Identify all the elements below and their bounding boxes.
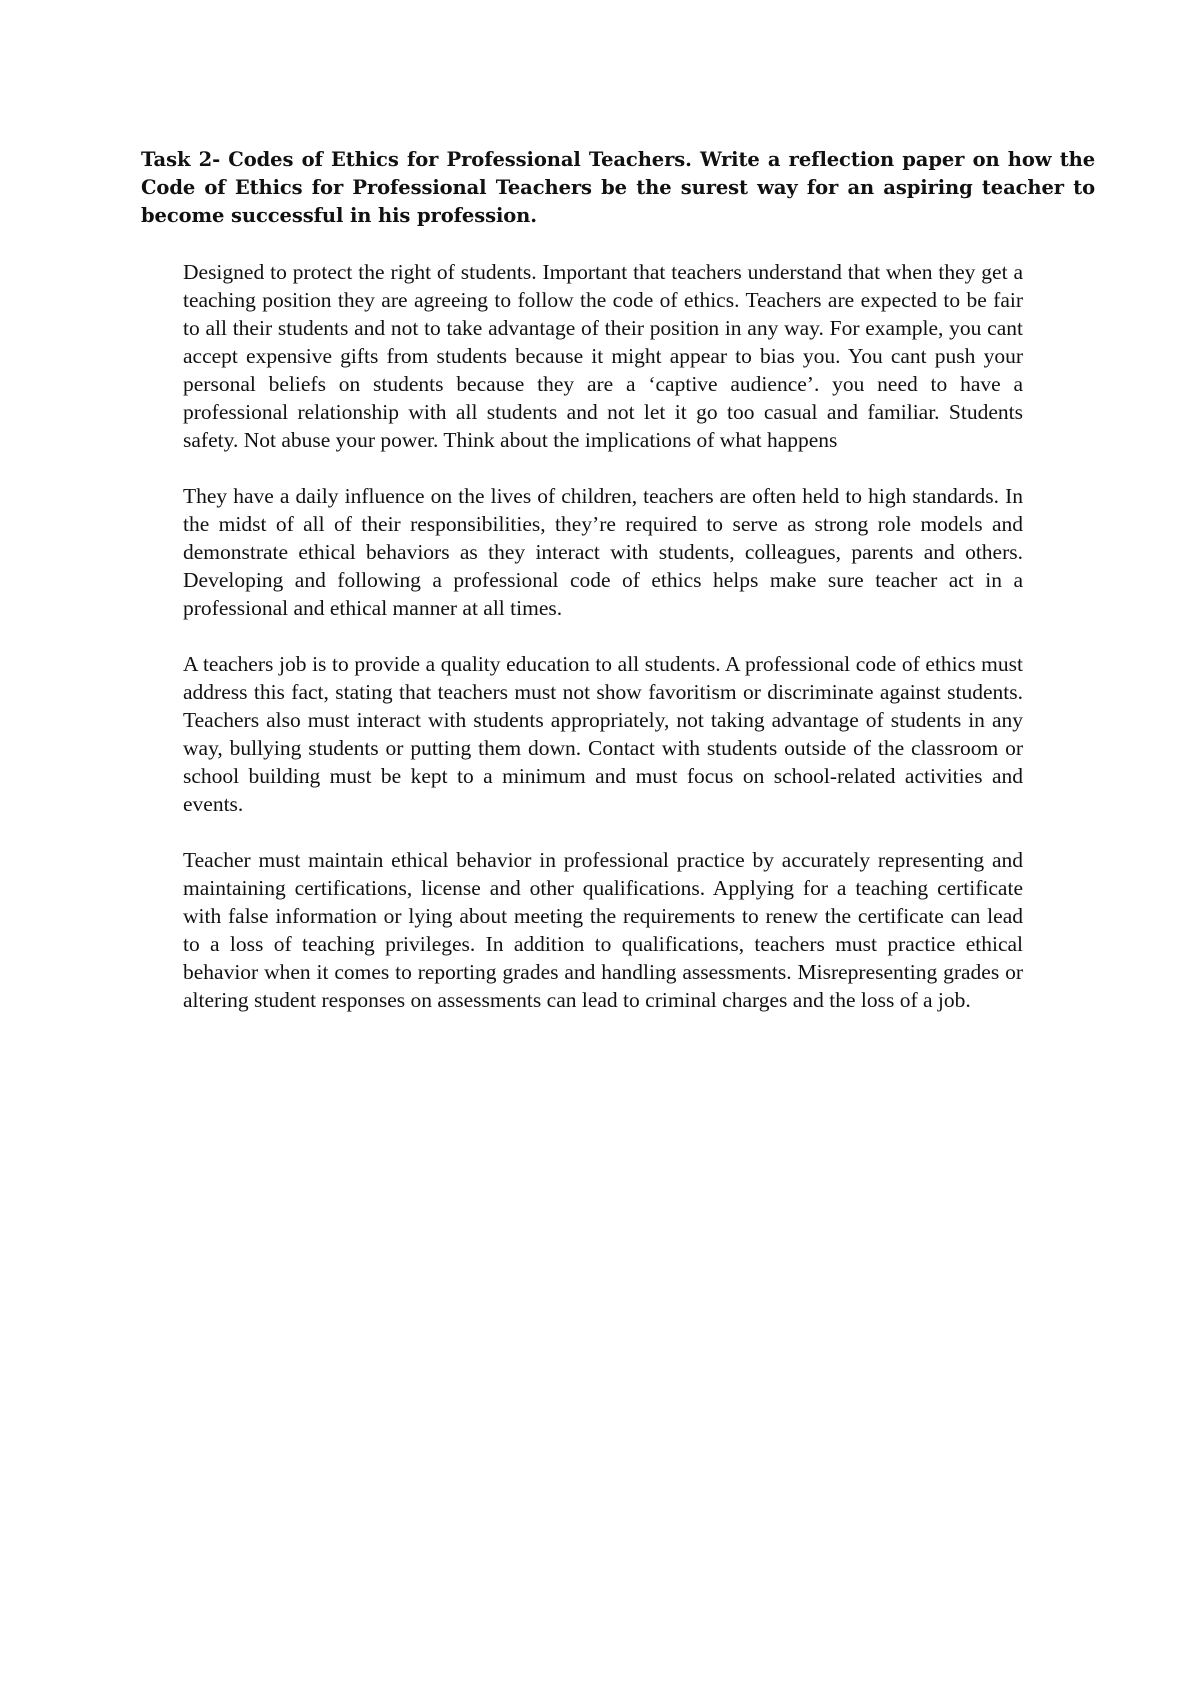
reflection-body <box>183 258 1023 1042</box>
paragraph-3: A teachers job is to provide a quality education to all students. A professional code of ethics must address this fact, stating that teachers must not show favoritism or discriminate against students. Teachers also must interact with students appropriately, not taking advantage of students in any way, bullying students or putting them down. Contact with students outside of the classroom or school building must be kept to a minimum and must focus on school-related activities and events. <box>183 652 1023 816</box>
paragraph-2: They have a daily influence on the lives of children, teachers are often held to high standards. In the midst of all of their responsibilities, they’re required to serve as strong role models and demonstrate ethical behaviors as they interact with students, colleagues, parents and others. Developing and following a professional code of ethics helps make sure teacher act in a professional and ethical manner at all times. <box>183 484 1023 620</box>
paragraph-4: Teacher must maintain ethical behavior in professional practice by accurately representing and maintaining certifications, license and other qualifications. Applying for a teaching certificate with false information or lying about meeting the requirements to renew the certificate can lead to a loss of teaching privileges. In addition to qualifications, teachers must practice ethical behavior when it comes to reporting grades and handling assessments. Misrepresenting grades or altering student responses on assessments can lead to criminal charges and the loss of a job. <box>183 848 1023 1012</box>
paragraph-1: Designed to protect the right of students. Important that teachers understand that when they get a teaching position they are agreeing to follow the code of ethics. Teachers are expected to be fair to all their students and not to take advantage of their position in any way. For example, you cant accept expensive gifts from students because it might appear to bias you. You cant push your personal beliefs on students because they are a ‘captive audience’. you need to have a professional relationship with all students and not let it go too casual and familiar. Students safety. Not abuse your power. Think about the implications of what happens <box>183 260 1023 452</box>
task-heading: Task 2- Codes of Ethics for Professional Teachers. Write a reflection paper on how the Code of Ethics for Professional Teachers be the surest way for an aspiring teacher to become successful in his profession. <box>141 148 1095 227</box>
